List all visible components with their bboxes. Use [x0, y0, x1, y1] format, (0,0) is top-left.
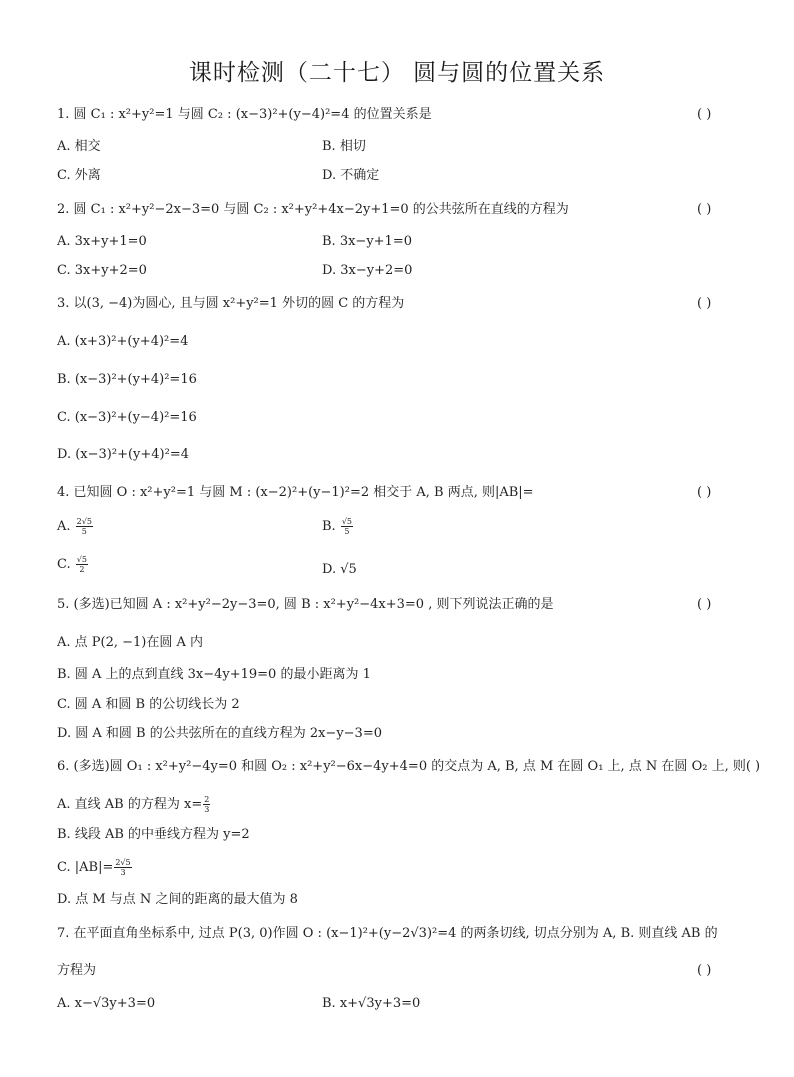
question-5-option-a: A. 点 P(2, −1)在圆 A 内	[57, 635, 204, 650]
option-label: A.	[57, 519, 71, 534]
option-text: C. |AB|=	[57, 860, 114, 875]
option-label: C.	[57, 557, 71, 572]
question-4-stem: 4. 已知圆 O : x²+y²=1 与圆 M : (x−2)²+(y−1)²=2 相交于 A, B 两点, 则|AB|=	[57, 485, 534, 500]
page-title: 课时检测（二十七） 圆与圆的位置关系	[188, 60, 606, 86]
question-1-option-b: B. 相切	[322, 139, 366, 154]
fraction: $\frac{2√5}{3}$	[115, 858, 131, 877]
question-4-answer-paren: ( )	[697, 485, 712, 500]
question-4-option-b	[322, 517, 354, 536]
question-6-option-a	[57, 795, 211, 814]
question-5-option-b: B. 圆 A 上的点到直线 3x−4y+19=0 的最小距离为 1	[57, 667, 371, 682]
question-1-option-a: A. 相交	[57, 139, 101, 154]
question-7-answer-paren: ( )	[697, 963, 712, 978]
question-6-option-c	[57, 858, 133, 877]
question-1-answer-paren: ( )	[697, 107, 712, 122]
question-3-option-c: C. (x−3)²+(y−4)²=16	[57, 410, 197, 425]
question-3-stem: 3. 以(3, −4)为圆心, 且与圆 x²+y²=1 外切的圆 C 的方程为	[57, 296, 405, 311]
fraction: $\frac{√5}{5}$	[341, 517, 353, 536]
question-2-answer-paren: ( )	[697, 202, 712, 217]
question-3-option-d: D. (x−3)²+(y+4)²=4	[57, 447, 189, 462]
question-6-stem: 6. (多选)圆 O₁ : x²+y²−4y=0 和圆 O₂ : x²+y²−6x−4y+4=0 的交点为 A, B, 点 M 在圆 O₁ 上, 点 N 在圆 O₂ 上, 则( )	[57, 759, 761, 774]
option-label: B.	[322, 519, 336, 534]
question-4-option-c	[57, 555, 89, 574]
fraction: $\frac{√5}{2}$	[76, 555, 87, 574]
question-7-stem: 7. 在平面直角坐标系中, 过点 P(3, 0)作圆 O : (x−1)²+(y−2√3)²=4 的两条切线, 切点分别为 A, B. 则直线 AB 的	[57, 926, 718, 941]
question-5-answer-paren: ( )	[697, 597, 712, 612]
question-6-option-d: D. 点 M 与点 N 之间的距离的最大值为 8	[57, 892, 298, 907]
question-1-option-c: C. 外离	[57, 168, 101, 183]
fraction: $\frac{2}{3}$	[204, 795, 210, 814]
question-7-stem-continued: 方程为	[57, 963, 97, 978]
question-2-option-c: C. 3x+y+2=0	[57, 263, 147, 278]
option-text: A. 直线 AB 的方程为 x=	[57, 797, 203, 812]
question-7-option-a: A. x−√3y+3=0	[57, 996, 156, 1011]
question-2-option-a: A. 3x+y+1=0	[57, 234, 147, 249]
question-7-option-b: B. x+√3y+3=0	[322, 996, 421, 1011]
question-5-option-c: C. 圆 A 和圆 B 的公切线长为 2	[57, 697, 240, 712]
question-4-option-d: D. √5	[322, 562, 357, 577]
question-2-stem: 2. 圆 C₁ : x²+y²−2x−3=0 与圆 C₂ : x²+y²+4x−2y+1=0 的公共弦所在直线的方程为	[57, 202, 569, 217]
question-2-option-b: B. 3x−y+1=0	[322, 234, 412, 249]
question-2-option-d: D. 3x−y+2=0	[322, 263, 413, 278]
question-1-option-d: D. 不确定	[322, 168, 380, 183]
question-5-option-d: D. 圆 A 和圆 B 的公共弦所在的直线方程为 2x−y−3=0	[57, 726, 382, 741]
question-3-option-a: A. (x+3)²+(y+4)²=4	[57, 334, 189, 349]
question-4-option-a	[57, 517, 94, 536]
question-3-option-b: B. (x−3)²+(y+4)²=16	[57, 372, 197, 387]
question-3-answer-paren: ( )	[697, 296, 712, 311]
question-6-option-b: B. 线段 AB 的中垂线方程为 y=2	[57, 827, 250, 842]
question-5-stem: 5. (多选)已知圆 A : x²+y²−2y−3=0, 圆 B : x²+y²−4x+3=0 , 则下列说法正确的是	[57, 597, 554, 612]
question-1-stem: 1. 圆 C₁ : x²+y²=1 与圆 C₂ : (x−3)²+(y−4)²=4 的位置关系是	[57, 107, 432, 122]
fraction: $\frac{2√5}{5}$	[76, 517, 92, 536]
